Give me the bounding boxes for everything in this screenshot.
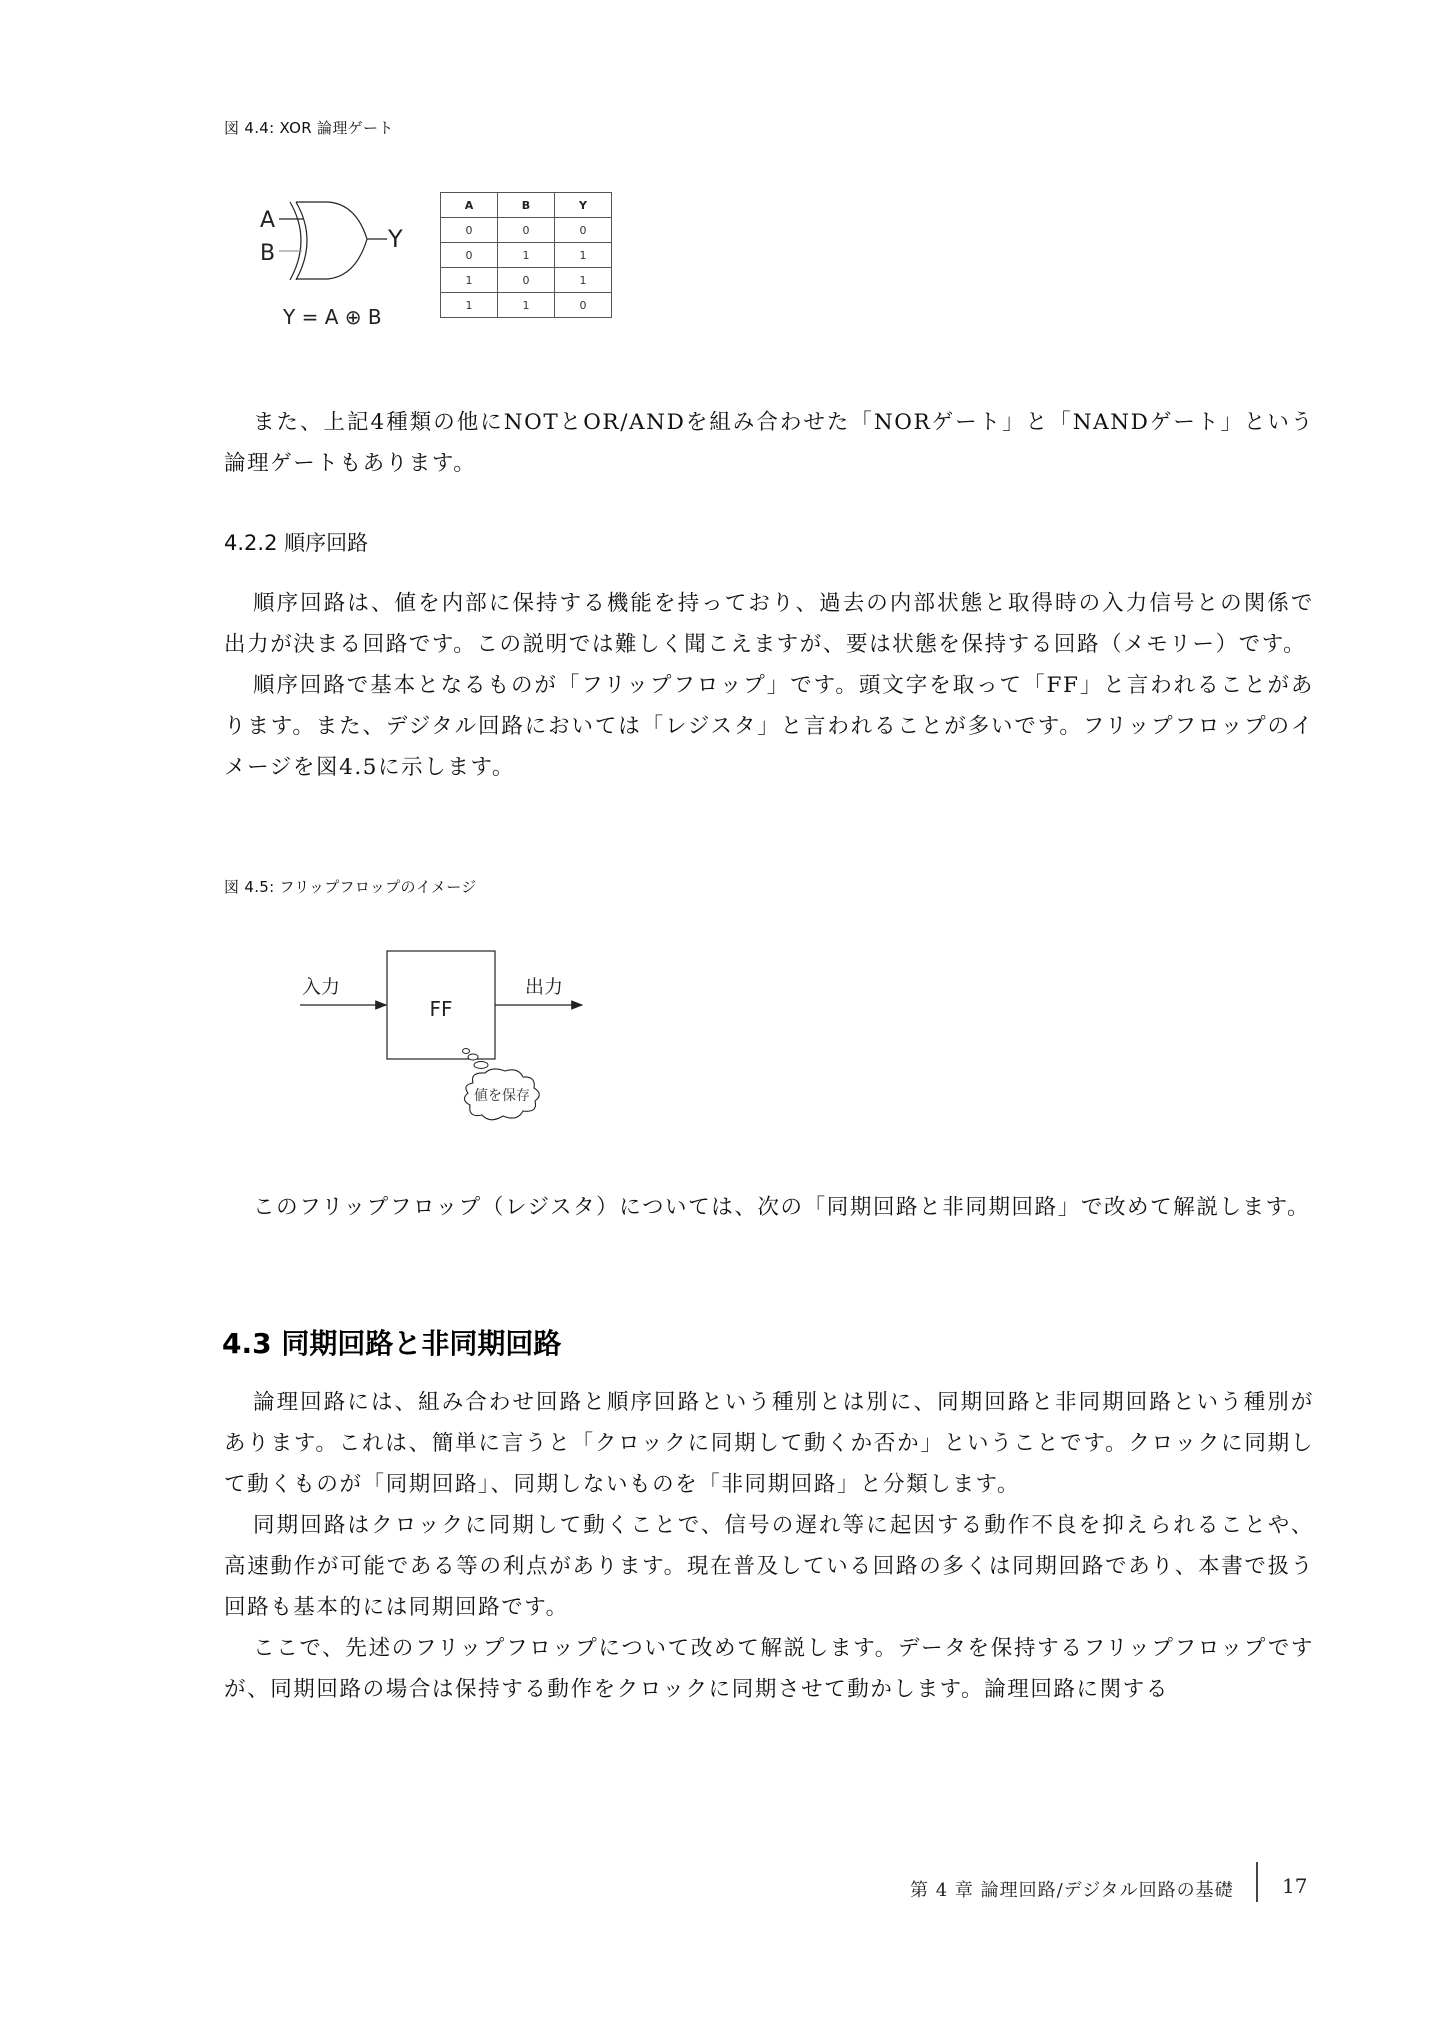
table-row: [441, 218, 612, 243]
paragraph-text: また、上記4種類の他にNOTとOR/ANDを組み合わせた「NORゲート」と「NANDゲート」という論理ゲートもあります。: [224, 410, 1314, 476]
thought-bubble-small: [463, 1049, 470, 1054]
output-y-label: Y: [388, 225, 403, 253]
section-heading-4-3: 4.3 同期回路と非同期回路: [222, 1327, 562, 1360]
paragraph-text: ここで、先述のフリップフロップについて改めて解説します。データを保持するフリップフロップですが、同期回路の場合は保持する動作をクロックに同期させて動かします。論理回路に関する: [224, 1636, 1314, 1702]
paragraph-text: 同期回路はクロックに同期して動くことで、信号の遅れ等に起因する動作不良を抑えられることや、高速動作が可能である等の利点があります。現在普及している回路の多くは同期回路であり、本書で扱う回路も基本的には同期回路です。: [224, 1513, 1314, 1620]
paragraph-nor-nand: [224, 402, 1314, 484]
input-a-label: A: [260, 208, 276, 233]
cell: 1: [441, 268, 498, 293]
input-label: 入力: [302, 976, 341, 998]
cell: 0: [555, 218, 612, 243]
ff-label: FF: [429, 997, 453, 1021]
flip-flop-diagram: [290, 930, 600, 1130]
footer-chapter-title: 第 4 章 論理回路/デジタル回路の基礎: [910, 1880, 1234, 1901]
footer-divider: [1256, 1862, 1258, 1902]
cell: 0: [498, 218, 555, 243]
paragraph-ff-note: [224, 1187, 1314, 1228]
input-b-label: B: [260, 241, 276, 266]
cell: 1: [441, 293, 498, 318]
section-4-2-2-body: [224, 583, 1314, 788]
xor-equation: Y = A ⊕ B: [283, 305, 382, 329]
header-y: Y: [555, 193, 612, 218]
xor-gate-icon: [250, 180, 430, 330]
xor-input-curve-outer: [290, 202, 301, 280]
figure-4-5-caption: 図 4.5: フリップフロップのイメージ: [224, 878, 477, 896]
page-number: 17: [1282, 1874, 1308, 1898]
cell: 0: [441, 218, 498, 243]
table-row: [441, 293, 612, 318]
cell: 0: [555, 293, 612, 318]
section-heading-4-2-2: 4.2.2 順序回路: [224, 531, 369, 555]
cell: 1: [498, 243, 555, 268]
thought-bubble-large: [474, 1062, 488, 1069]
section-4-3-body: [224, 1382, 1314, 1710]
figure-4-4-caption: 図 4.4: XOR 論理ゲート: [224, 119, 394, 137]
cloud-label: 値を保存: [474, 1088, 530, 1104]
paragraph-text: 順序回路は、値を内部に保持する機能を持っており、過去の内部状態と取得時の入力信号との関係で出力が決まる回路です。この説明では難しく聞こえますが、要は状態を保持する回路（メモリー）です。: [224, 591, 1314, 657]
table-row: [441, 243, 612, 268]
paragraph-text: 論理回路には、組み合わせ回路と順序回路という種別とは別に、同期回路と非同期回路という種別があります。これは、簡単に言うと「クロックに同期して動くか否か」ということです。クロックに同期して動くものが「同期回路」、同期しないものを「非同期回路」と分類します。: [224, 1390, 1314, 1497]
header-a: A: [441, 193, 498, 218]
paragraph-text: 順序回路で基本となるものが「フリップフロップ」です。頭文字を取って「FF」と言われることがあります。また、デジタル回路においては「レジスタ」と言われることが多いです。フリップフロップのイメージを図4.5に示します。: [224, 673, 1314, 780]
table-row: [441, 268, 612, 293]
thought-bubble-medium: [468, 1054, 478, 1060]
cell: 0: [441, 243, 498, 268]
cell: 1: [555, 243, 612, 268]
xor-truth-table: [440, 192, 612, 318]
paragraph-text: このフリップフロップ（レジスタ）については、次の「同期回路と非同期回路」で改めて解説します。: [253, 1195, 1311, 1220]
cell: 1: [555, 268, 612, 293]
truth-table-header-row: [441, 193, 612, 218]
cell: 0: [498, 268, 555, 293]
header-b: B: [498, 193, 555, 218]
output-label: 出力: [525, 976, 564, 998]
cell: 1: [498, 293, 555, 318]
